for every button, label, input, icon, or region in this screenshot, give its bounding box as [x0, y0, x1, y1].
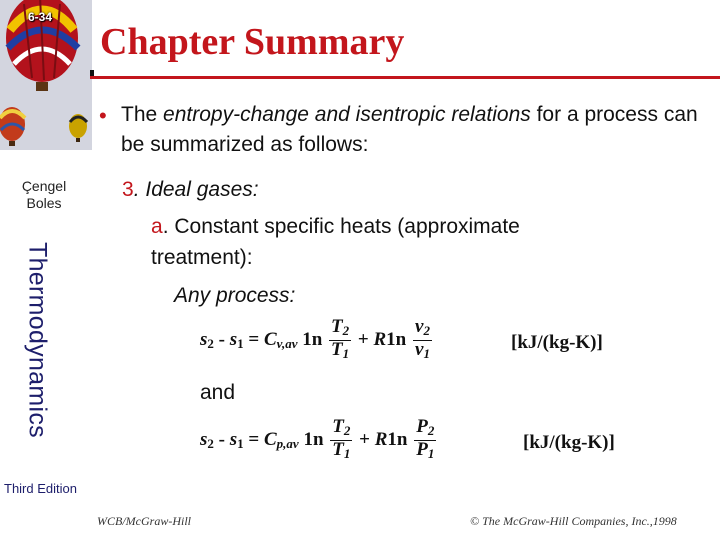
eq1-sub-2: 2 [207, 335, 214, 351]
item-3-number: 3 [122, 178, 134, 201]
eq1-sub-1: 1 [237, 335, 244, 351]
fraction-subscript: 2 [343, 423, 351, 438]
eq2-frac-pressure [414, 418, 436, 463]
eq1-ln-2: 1n [386, 328, 411, 350]
title-divider [90, 76, 720, 79]
eq2-coef-sub: p,av [276, 435, 299, 451]
author-names [0, 178, 88, 212]
eq2-sub-2: 2 [207, 435, 214, 451]
eq1-equals: = [243, 328, 264, 350]
eq1-coef: C [263, 328, 277, 350]
eq1-frac-volume [413, 318, 432, 363]
item-a-heading [151, 211, 621, 273]
fraction-subscript: 2 [423, 323, 430, 338]
eq1-s: s [200, 328, 208, 350]
eq2-s: s [200, 428, 208, 450]
item-3-text: . Ideal gases: [133, 178, 259, 201]
equation-constant-pressure [200, 418, 438, 463]
eq2-frac2-num: $P_2$ [414, 418, 436, 441]
item-a-letter: a [151, 215, 163, 238]
book-title: Thermodynamics [23, 242, 52, 438]
slide-number: 6-34 [28, 10, 53, 24]
eq1-r: R [373, 328, 387, 350]
edition-label: Third Edition [4, 481, 77, 496]
eq1-plus: + [353, 328, 374, 350]
eq1-minus: - [213, 328, 230, 350]
fraction-subscript: 2 [342, 323, 350, 338]
item-3-heading [122, 178, 259, 202]
eq1-frac-temperature [329, 318, 351, 363]
fraction-subscript: 2 [427, 423, 435, 438]
author-line: Çengel Boles [21, 178, 67, 211]
book-title-vertical [22, 218, 52, 462]
intro-text-emphasis: entropy-change and isentropic relations [163, 103, 531, 126]
sidebar [0, 0, 92, 540]
slide-title: Chapter Summary [100, 21, 405, 63]
eq2-coef: C [263, 428, 277, 450]
eq1-ln-1: 1n [297, 328, 328, 350]
eq1-units: [kJ/(kg-K)] [511, 332, 603, 353]
publisher-footer: WCB/McGraw-Hill [97, 514, 191, 528]
eq2-frac-temperature [330, 418, 352, 463]
eq2-ln-1: 1n [298, 428, 329, 450]
eq1-frac1-num: $T_2$ [329, 318, 351, 341]
eq2-frac1-den: $T_1$ [332, 439, 351, 461]
eq2-equals: = [243, 428, 264, 450]
intro-text-pre: The [121, 103, 164, 126]
bullet-marker: • [99, 103, 107, 128]
eq1-frac2-den: $v_1$ [415, 339, 430, 361]
eq1-frac2-num: $v_2$ [413, 318, 432, 341]
and-label: and [200, 381, 236, 404]
eq2-units: [kJ/(kg-K)] [523, 432, 615, 453]
intro-text-post: for a process can be summarized as follows: [121, 103, 698, 156]
eq2-frac1-num: $T_2$ [330, 418, 352, 441]
eq2-frac2-den: $P_1$ [416, 439, 435, 461]
eq2-minus: - [213, 428, 230, 450]
fraction-subscript: 1 [342, 346, 350, 361]
intro-bullet [121, 100, 711, 160]
equation-constant-volume [200, 318, 434, 363]
eq2-ln-2: 1n [387, 428, 413, 450]
copyright-footer: © The McGraw-Hill Companies, Inc.,1998 [470, 514, 677, 528]
eq1-frac1-den: $T_1$ [331, 339, 350, 361]
fraction-subscript: 1 [343, 446, 351, 461]
eq1-s1: s [229, 328, 238, 350]
fraction-subscript: 1 [423, 346, 430, 361]
item-a-text: . Constant specific heats (approximate treatment): [151, 215, 520, 269]
any-process-label: Any process: [174, 284, 296, 307]
eq2-sub-1: 1 [237, 435, 244, 451]
eq2-r: R [374, 428, 388, 450]
eq2-s1: s [229, 428, 238, 450]
fraction-subscript: 1 [427, 446, 435, 461]
eq1-coef-sub: v,av [276, 335, 298, 351]
eq2-plus: + [354, 428, 375, 450]
